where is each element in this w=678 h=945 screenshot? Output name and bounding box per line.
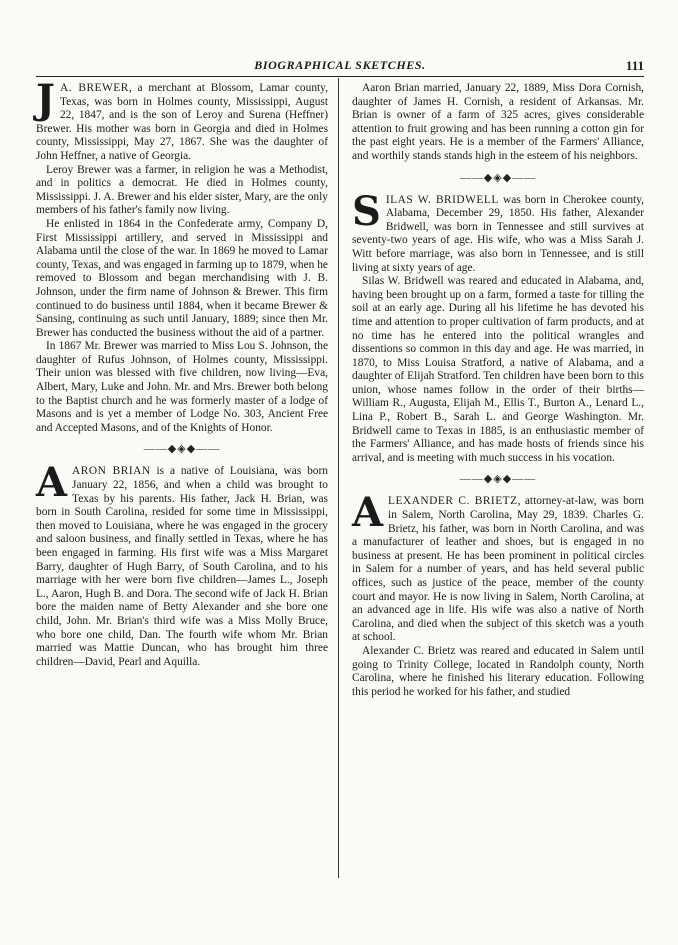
bridwell-dropcap: S (352, 187, 381, 235)
left-column (36, 76, 328, 669)
brian-paragraph-1 (36, 459, 328, 669)
section-ornament: ——◆◈◆—— (143, 443, 221, 456)
bridwell-paragraph-2: Silas W. Bridwell was reared and educated in Alabama, and, having been brought up on a farm, formed a taste for tilling the soil at an early age. During all his lifetime he has devoted his time and attention to proper cultivation of farm products, and at no time has he entered into the political wrangles and dissentions so common in this day and age. He was married, in 1870, to Miss Louisa Stratford, a native of Alabama, and a daughter of Elijah Stratford. Ten children have been born to this union, whose names follow in the order of their births—William R., Augusta, Elijah M., Ellis T., Burton A., Lenard L., Lina P., Robert B., Sarah L. and George Washington. Mr. Bridwell came to Texas in 1885, is an enthusiastic member of the Farmers' Alliance, and has made hosts of friends since his arrival, and is meeting with much success in his vocation. (352, 275, 644, 464)
bridwell-text-1: was born in Cherokee county, Alabama, December 29, 1850. His father, Alexander Bridwell, was born in Tennessee and still survives at seventy-two years of age. His wife, who was a Miss Sarah J. Witt before marriage, was also born in Tennessee, and is still living at sixty years of age. (352, 193, 644, 274)
section-ornament: ——◆◈◆—— (459, 473, 537, 486)
brian-name: ARON BRIAN (72, 465, 151, 478)
sketch-brian (36, 459, 328, 669)
brian-text-1: is a native of Louisiana, was born January 22, 1856, and when a child was brought to Texas by his parents. His father, Jack H. Brian, was born in South Carolina, resided for some time in Mississippi, then moved to Louisiana, where he was engaged in the grocery and saloon business, and finally settled in Texas, where he has been engaged in farming. His first wife was a Miss Margaret Barry, daughter of Hugh Barry, of South Carolina, and to his marriage with her were born five children—James L., Joseph L., Aaron, Hugh B. and Dora. The second wife of Jack H. Brian bore the maiden name of Betty Alexander and she bore one child, John. Mr. Brian's third wife was a Miss Molly Bruce, who bore one child, Dan. The fourth wife whom Mr. Brian married was Mattie Duncan, who has brought him three children—David, Pearl and Aquilla. (36, 465, 328, 668)
brietz-paragraph-2: Alexander C. Brietz was reared and educated in Salem until going to Trinity College, located in Randolph county, North Carolina, where he finished his literary education. Following this period he worked for his father, and studied (352, 644, 644, 698)
brewer-name: A. BREWER (59, 82, 129, 94)
page-number: 111 (625, 58, 644, 73)
brietz-paragraph-1 (352, 489, 644, 645)
brewer-paragraph-1 (36, 76, 328, 164)
brietz-name: LEXANDER C. BRIETZ (388, 495, 518, 508)
brian-dropcap: A (36, 459, 68, 507)
brian-continuation: Aaron Brian married, January 22, 1889, Miss Dora Cornish, daughter of James H. Cornish, a resident of Arkansas. Mr. Brian is owner of a farm of 325 acres, gives considerable attention to fruit growing and has been running a cotton gin for the past eight years. He is a member of the Farmers' Alliance, and worthily stands stands high in the esteem of his neighbors. (352, 82, 644, 162)
page-header (36, 58, 644, 76)
brewer-paragraph-4: In 1867 Mr. Brewer was married to Miss Lou S. Johnson, the daughter of Rufus Johnson, of Holmes county, Mississippi. Their union was blessed with five children, now living—Eva, Albert, Mary, Luke and John. Mr. and Mrs. Brewer both belong to the Baptist church and he was formerly master of a lodge of Masons and is yet a member of Lodge No. 303, Ancient Free and Accepted Masons, and of the Knights of Honor. (36, 340, 328, 434)
brewer-paragraph-2: Leroy Brewer was a farmer, in religion he was a Methodist, and in politics a democrat. He died in Holmes county, Mississippi. J. A. Brewer and his elder sister, Mary, are the only members of his father's family now living. (36, 163, 328, 217)
column-divider (338, 78, 339, 878)
section-ornament: ——◆◈◆—— (459, 171, 537, 184)
sketch-brewer (36, 76, 328, 435)
brietz-dropcap: A (352, 489, 384, 537)
bridwell-paragraph-1 (352, 187, 644, 276)
brewer-paragraph-3: He enlisted in 1864 in the Confederate army, Company D, First Mississippi artillery, and served in Mississippi and Alabama until the close of the war. In 1869 he moved to Lamar county, Texas, and was engaged in farming up to 1879, when he removed to Blossom and began merchandising with J. B. Johnson, under the firm name of Johnson & Brewer. This firm continued to do business until 1884, when it became Brewer & Sansing, continuing as such until January, 1889; since then Mr. Brewer has conducted the business without the aid of a partner. (36, 217, 328, 339)
brewer-text-1: , a merchant at Blossom, Lamar county, Texas, was born in Holmes county, Mississippi, August 22, 1847, and is the son of Leroy and Surena (Heffner) Brewer. His mother was born in Georgia and died in Holmes county, Mississippi, May 27, 1867. She was the daughter of John Heffner, a native of Georgia. (36, 82, 328, 162)
running-title: BIOGRAPHICAL SKETCHES. (254, 58, 426, 72)
header-rule (36, 76, 644, 77)
right-column (352, 82, 644, 699)
bridwell-name: ILAS W. BRIDWELL (385, 193, 499, 206)
sketch-bridwell (352, 187, 644, 466)
sketch-brietz (352, 489, 644, 699)
brietz-text-1: , attorney-at-law, was born in Salem, North Carolina, May 29, 1839. Charles G. Brietz, his father, was born in North Carolina, and was a manufacturer of leather and shoes, but is engaged in no business at present. He has been prominent in political circles in Salem for a number of years, and has held several public offices, such as justice of the peace, member of the county court and mayor. He is now living in Salem, North Carolina, at an advanced age in life. His wife was also a native of North Carolina, and died when the subject of this sketch was a youth at school. (352, 495, 644, 644)
brewer-dropcap: J (36, 76, 55, 123)
